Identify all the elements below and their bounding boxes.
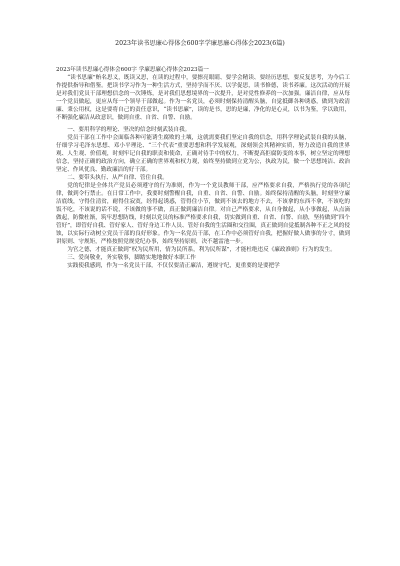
- paragraph-point-one: 党员干部在工作中会面临各种可能诱生腐败的土壤，这就需要我们坚定自我的信念，用科学理论武装自我的头脑，仔细学习毛泽东思想、邓小平理论、“三个代表”重要思想和科学发展观，深刻领会其精神实质，努力改造自我的世界观、人生观、价值观，时刻牢记自我的职责和使命，正确对待手中的权力，不断提高拒腐防变的本事，树立坚定的理想信念，坚持正确的政治方向，确立正确的世界观和权力观，始终坚持做到立党为公，执政为民，做一个思想纯洁、政治坚定、作风优良、勤政廉洁的好干部。: [56, 135, 350, 173]
- paragraph-point-two: 党的纪律是全体共产党员必须遵守的行为准则，作为一个党员教师干部，应严格要求自我，严格执行党的各项纪律，做到令行禁止。在日常工作中，我要时刻警醒自我，自重、自省、自警、自励。始终保持清醒的头脑，时刻坚守廉洁底线，守得住清贫，耐得住寂寞，经得起诱惑，管得住小节，做到不该去的地方不去，不该拿的东西不拿，不该吃的饭不吃，不该说的话不说，不该做的事不做，真正做到廉洁自律。对自己严格要求，从自身做起，从小事做起，从点滴做起，防微杜渐，筑牢思想防线，时刻以党员的标准严格要求自我，切实做到自重、自省、自警、自励，坚持做到“四个管好”，即管好自我、管好家人、管好身边工作人员、管好自我的生活圈和交往圈，真正做到自觉抵制各种不正之风的侵蚀，以实际行动树立党员干部的良好形象。作为一名党员干部，在工作中必须管好自我，把握好做人做事的分寸，做到讲原则、守规矩，严格按照党规党纪办事，始终坚持原则，决不越雷池一步。: [56, 183, 350, 245]
- section-subtitle: 2023年读书思廉心得体会600字 学廉思廉心得体会2023篇一: [56, 67, 209, 73]
- paragraph-closing-two: 为官之德，才能真正做到“权为民所用，情为民所系，利为民所谋”，才能杜绝违反《廉政准则》行为的发生。: [67, 247, 336, 253]
- heading-point-one: 一、要用科学的理论、坚决的信念时刻武装自我。: [67, 127, 191, 133]
- heading-point-two: 二、要带头执行、从严自律、管住自我。: [67, 175, 168, 181]
- paragraph-intro: “读书思廉”贿名思义，既读又思，在读的过程中，要擦亮眼睛、要学会精读、要经历思想，要反复思考，为今后工作提供指导和借鉴。把读书学习作为一种生活方式，坚持学而不厌、以学促思，读书修德，读书养廉。这次活动的开展是对我们党员干部理想信念的一次锤炼，是对我们思想境界的一次提升，是对党性修养的一次加强。廉洁自律，应从每一个党员做起，更应从每一个领导干部做起。作为一名党员，必须时刻保持清醒头脑，自觉抵御各种诱惑，做到为政清廉、秉公用权，这是要将自己的责任意识，“读书思廉”，读的是书，思的是廉，净化的是心灵，以书为鉴，学以致用，不断强化廉洁从政意识，做到自重、自省、自警、自励。: [56, 75, 350, 121]
- paragraph-point-three: 实践使我感到，作为一名党员干部，不仅仅要清正廉洁，遵规守纪，更重要的是要把学: [67, 263, 280, 269]
- document-title: 2023年读书思廉心得体会600字学廉思廉心得体会2023(6篇): [115, 40, 285, 47]
- heading-point-three: 三、爱岗敬业，务实敬事，脚踏实地地做好本职工作: [67, 255, 196, 261]
- document-body: [56, 66, 350, 566]
